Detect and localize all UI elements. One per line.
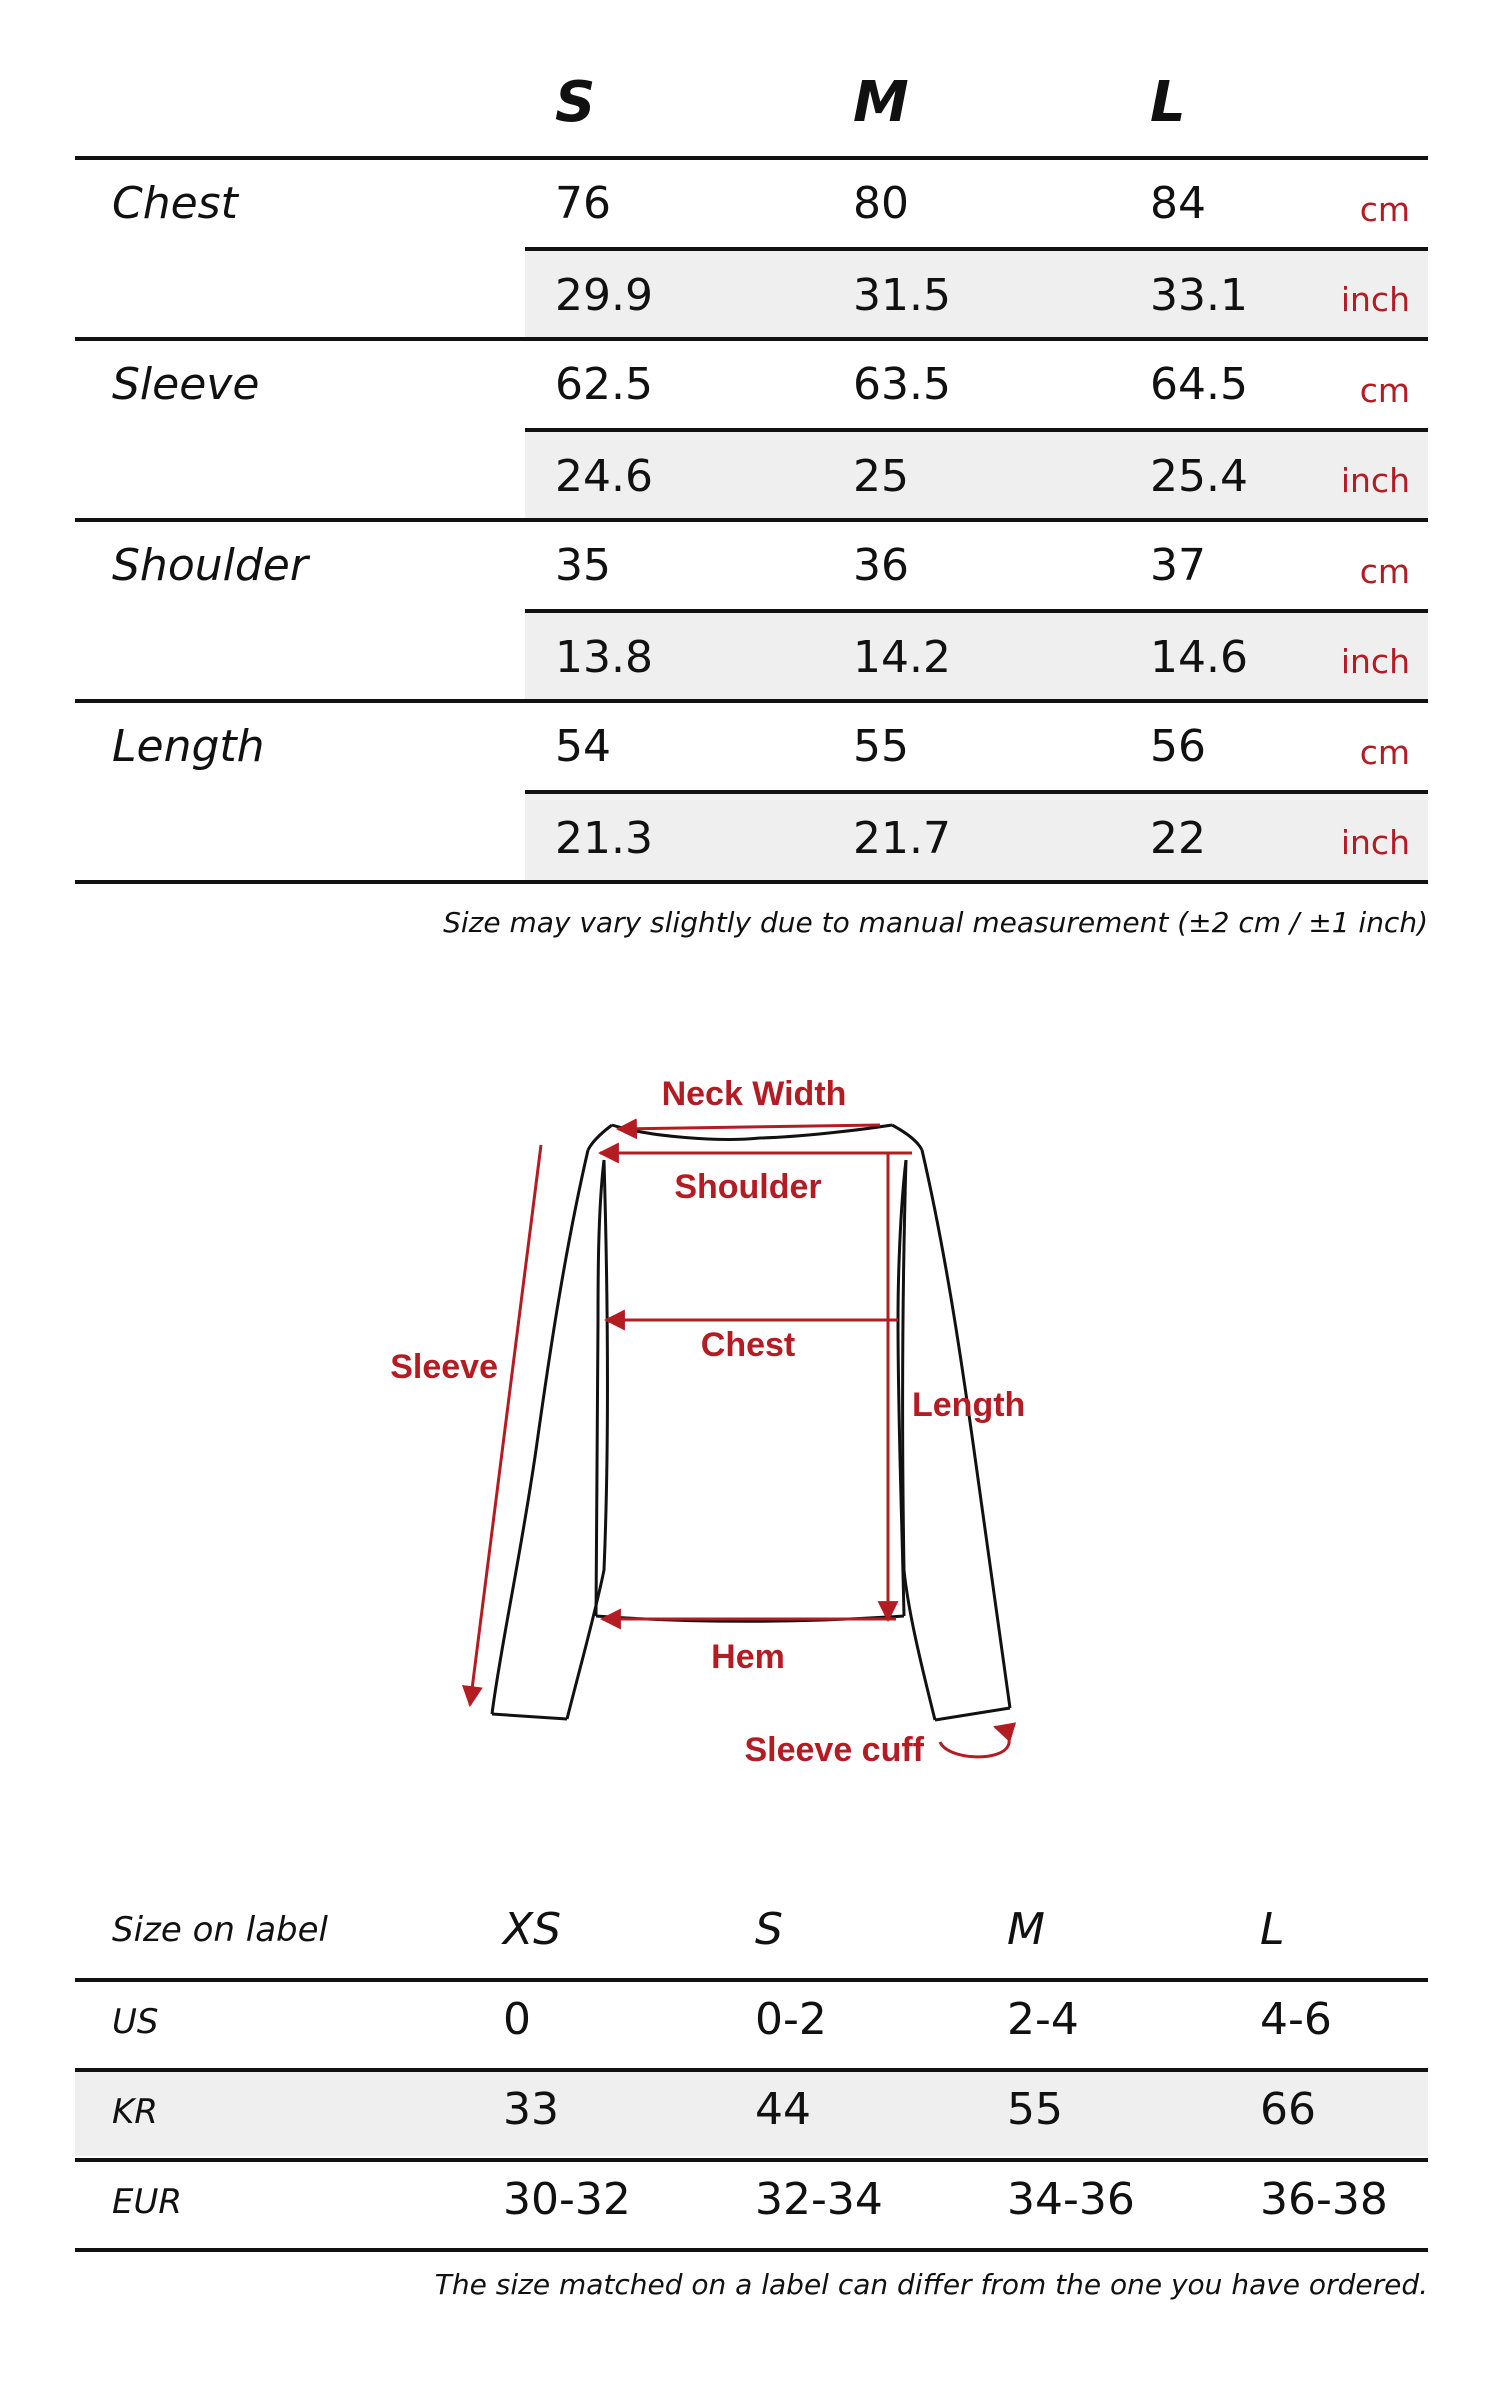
unit-cm: cm	[1359, 733, 1410, 772]
unit-inch: inch	[1340, 461, 1410, 500]
chest-l-cm: 84	[1150, 178, 1206, 229]
row-divider	[525, 247, 1428, 251]
shoulder-s-inch: 13.8	[555, 632, 653, 683]
label-length: Length	[912, 1386, 1026, 1424]
chest-m-inch: 31.5	[853, 270, 951, 321]
size-header-l: L	[1150, 70, 1186, 135]
conversion-header-divider	[75, 1978, 1428, 1982]
row-label-chest: Chest	[112, 178, 238, 229]
conversion-bottom-divider	[75, 2248, 1428, 2252]
length-s-inch: 21.3	[555, 813, 653, 864]
eur-l: 36-38	[1260, 2174, 1388, 2225]
length-s-cm: 54	[555, 721, 611, 772]
right-shoulder	[892, 1125, 922, 1150]
length-l-cm: 56	[1150, 721, 1206, 772]
label-size-xs: XS	[503, 1904, 562, 1955]
row-label-shoulder: Shoulder	[112, 540, 308, 591]
left-sleeve-outer	[492, 1150, 588, 1714]
us-s: 0-2	[755, 1994, 827, 2045]
unit-inch: inch	[1340, 280, 1410, 319]
kr-m: 55	[1007, 2084, 1063, 2135]
left-shoulder	[588, 1125, 612, 1150]
sleeve-s-inch: 24.6	[555, 451, 653, 502]
group-divider	[75, 337, 1428, 341]
label-shoulder: Shoulder	[674, 1168, 822, 1206]
unit-inch: inch	[1340, 642, 1410, 681]
row-label-eur: EUR	[112, 2182, 182, 2222]
unit-cm: cm	[1359, 371, 1410, 410]
row-divider	[525, 790, 1428, 794]
row-divider	[525, 609, 1428, 613]
conversion-note: The size matched on a label can differ from the one you have ordered.	[434, 2268, 1428, 2301]
eur-m: 34-36	[1007, 2174, 1135, 2225]
right-cuff	[935, 1708, 1010, 1720]
size-header-m: M	[853, 70, 909, 135]
body-left-side	[596, 1160, 604, 1616]
neck-width-arrow	[618, 1125, 880, 1129]
row-divider	[525, 428, 1428, 432]
chest-s-inch: 29.9	[555, 270, 653, 321]
group-divider	[75, 518, 1428, 522]
shoulder-m-inch: 14.2	[853, 632, 951, 683]
unit-cm: cm	[1359, 190, 1410, 229]
sleeve-s-cm: 62.5	[555, 359, 653, 410]
kr-l: 66	[1260, 2084, 1316, 2135]
unit-inch: inch	[1340, 823, 1410, 862]
length-l-inch: 22	[1150, 813, 1206, 864]
row-divider	[75, 2158, 1428, 2162]
chest-m-cm: 80	[853, 178, 909, 229]
unit-cm: cm	[1359, 552, 1410, 591]
row-label-sleeve: Sleeve	[112, 359, 260, 410]
inch-band	[525, 432, 1428, 518]
inch-band	[525, 794, 1428, 880]
kr-s: 44	[755, 2084, 811, 2135]
sleeve-arrow	[470, 1145, 541, 1705]
label-size-m: M	[1007, 1904, 1045, 1955]
sleeve-m-cm: 63.5	[853, 359, 951, 410]
row-label-length: Length	[112, 721, 265, 772]
label-hem: Hem	[711, 1638, 785, 1676]
garment-measurement-diagram	[0, 1040, 1500, 1800]
right-sleeve-inner	[903, 1160, 935, 1720]
sleeve-m-inch: 25	[853, 451, 909, 502]
sleeve-cuff-arrow	[940, 1727, 1009, 1757]
group-divider	[75, 699, 1428, 703]
label-sleeve: Sleeve	[390, 1348, 498, 1386]
measurement-table	[75, 0, 1428, 939]
eur-s: 32-34	[755, 2174, 883, 2225]
size-on-label-header: Size on label	[112, 1910, 328, 1950]
shoulder-l-cm: 37	[1150, 540, 1206, 591]
size-conversion-table	[75, 1880, 1428, 2300]
shoulder-s-cm: 35	[555, 540, 611, 591]
us-l: 4-6	[1260, 1994, 1332, 2045]
us-xs: 0	[503, 1994, 531, 2045]
sleeve-l-inch: 25.4	[1150, 451, 1248, 502]
row-divider	[75, 2068, 1428, 2072]
eur-xs: 30-32	[503, 2174, 631, 2225]
right-sleeve-outer	[922, 1150, 1010, 1708]
length-m-cm: 55	[853, 721, 909, 772]
kr-row-band	[75, 2070, 1428, 2156]
inch-band	[525, 613, 1428, 699]
chest-s-cm: 76	[555, 178, 611, 229]
size-header-s: S	[555, 70, 596, 135]
sleeve-l-cm: 64.5	[1150, 359, 1248, 410]
shoulder-m-cm: 36	[853, 540, 909, 591]
row-label-kr: KR	[112, 2092, 158, 2132]
header-divider	[75, 156, 1428, 160]
label-neck-width: Neck Width	[661, 1075, 847, 1113]
length-m-inch: 21.7	[853, 813, 951, 864]
kr-xs: 33	[503, 2084, 559, 2135]
table-bottom-divider	[75, 880, 1428, 884]
row-label-us: US	[112, 2002, 159, 2042]
label-sleeve-cuff: Sleeve cuff	[744, 1731, 924, 1769]
label-chest: Chest	[700, 1326, 796, 1364]
label-size-l: L	[1260, 1904, 1285, 1955]
shoulder-l-inch: 14.6	[1150, 632, 1248, 683]
left-sleeve-inner	[567, 1160, 607, 1719]
measurement-note: Size may vary slightly due to manual measurement (±2 cm / ±1 inch)	[443, 906, 1428, 939]
left-cuff	[492, 1714, 567, 1719]
us-m: 2-4	[1007, 1994, 1079, 2045]
chest-l-inch: 33.1	[1150, 270, 1248, 321]
inch-band	[525, 251, 1428, 337]
label-size-s: S	[755, 1904, 783, 1955]
